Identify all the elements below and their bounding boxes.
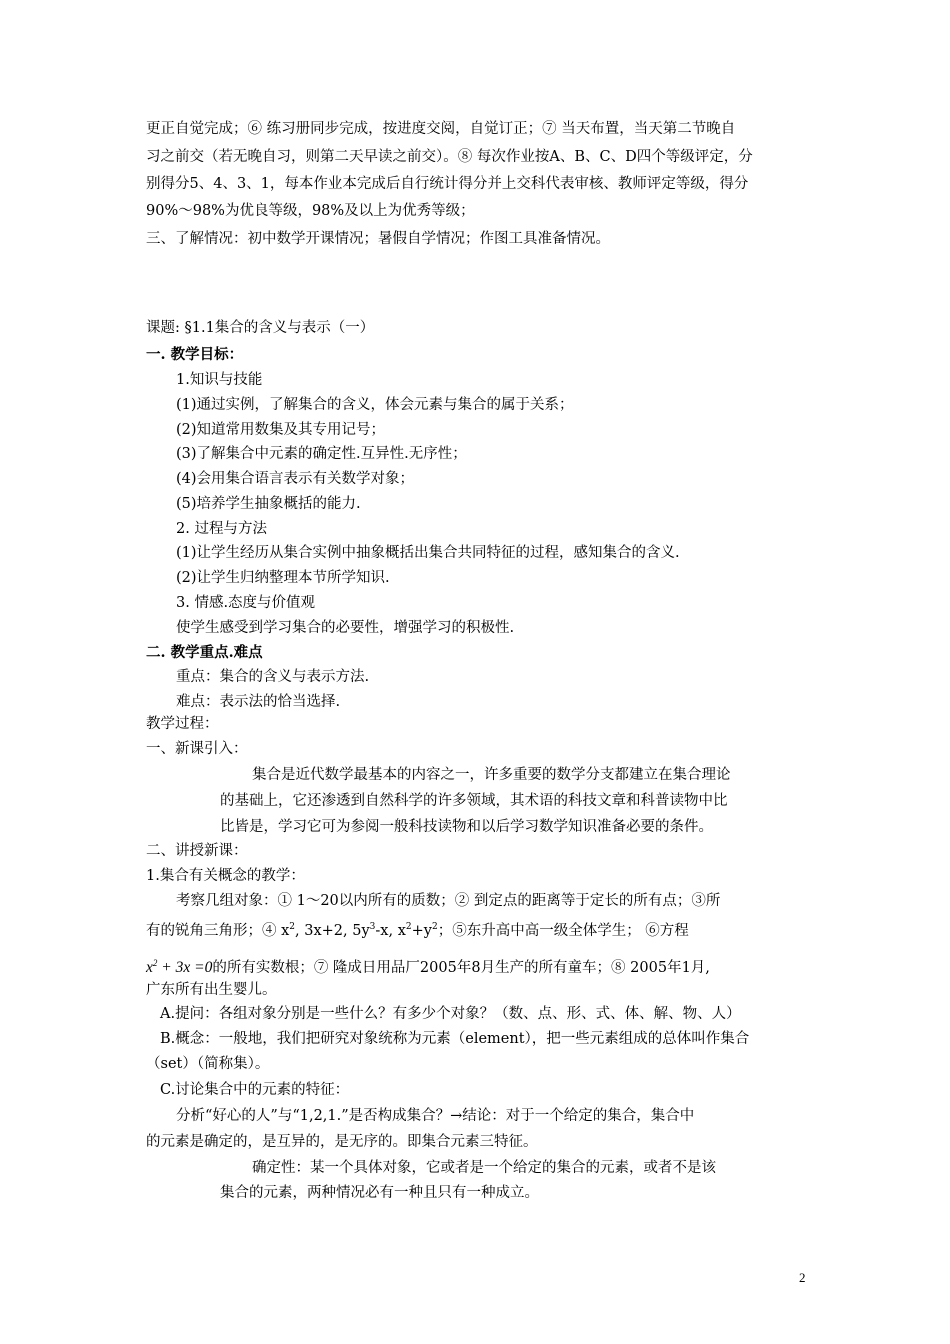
definiteness-line: 集合的元素，两种情况必有一种且只有一种成立。 (220, 1185, 539, 1201)
list-item: (1)通过实例，了解集合的含义，体会元素与集合的属于关系； (176, 397, 574, 413)
section-heading: 二. 教学重点.难点 (146, 644, 263, 661)
analysis-line: 分析“好心的人”与“1,2,1.”是否构成集合？→结论：对于一个给定的集合，集合中 (176, 1108, 695, 1124)
subheading: 1.知识与技能 (176, 372, 263, 388)
text-line: 更正自觉完成；⑥ 练习册同步完成，按进度交阅，自觉订正；⑦ 当天布置，当天第二节晚自 (146, 121, 736, 137)
text-line: 90%～98%为优良等级，98%及以上为优秀等级； (146, 203, 475, 219)
list-item: (5)培养学生抽象概括的能力. (176, 496, 361, 512)
examples-line: 有的锐角三角形；④ $x^2$, 3x+2, $5y^3-x$, $x^2+y^2$；⑤东升高中高一级全体学生； ⑥方程 (146, 922, 689, 939)
question-a: A.提问：各组对象分别是一些什么？有多少个对象？（数、点、形、式、体、解、物、人） (160, 1006, 741, 1022)
concept-b: B.概念：一般地，我们把研究对象统称为元素（element），把一些元素组成的总体叫作集合 (160, 1031, 750, 1047)
intro-heading: 一、新课引入： (146, 741, 248, 757)
list-item: (2)知道常用数集及其专用记号； (176, 422, 386, 438)
subheading: 2. 过程与方法 (176, 521, 267, 537)
concept-b: （set）（简称集）。 (146, 1056, 270, 1072)
text-line: 习之前交（若无晚自习，则第二天早读之前交）。⑧ 每次作业按A、B、C、D四个等级评定，分 (146, 149, 753, 165)
subheading: 3. 情感.态度与价值观 (176, 595, 316, 611)
difficulty: 难点：表示法的恰当选择. (176, 694, 341, 710)
lesson-title: 课题: §1.1集合的含义与表示（一） (146, 320, 375, 336)
discuss-c: C.讨论集合中的元素的特征： (160, 1082, 350, 1098)
list-item: 使学生感受到学习集合的必要性，增强学习的积极性. (176, 620, 515, 636)
examples-line: 广东所有出生婴儿。 (146, 982, 277, 998)
equation: $x^2 + 3x =0$ (146, 958, 213, 976)
concept-heading: 1.集合有关概念的教学： (146, 868, 305, 884)
paragraph-line: 集合是近代数学最基本的内容之一，许多重要的数学分支都建立在集合理论 (252, 767, 731, 783)
examples-line: $x^2 + 3x =0$的所有实数根；⑦ 隆成日用品厂2005年8月生产的所有童车；⑧ 2005年1月, (146, 958, 710, 976)
list-item: (2)让学生归纳整理本节所学知识. (176, 570, 390, 586)
paragraph-line: 比皆是，学习它可为参阅一般科技读物和以后学习数学知识准备必要的条件。 (220, 819, 713, 835)
list-item: (4)会用集合语言表示有关数学对象； (176, 471, 415, 487)
process-heading: 教学过程： (146, 716, 219, 732)
key-point: 重点：集合的含义与表示方法. (176, 669, 370, 685)
teach-heading: 二、讲授新课： (146, 843, 248, 859)
section-heading: 一. 教学目标： (146, 346, 244, 363)
page-number: 2 (799, 1270, 806, 1285)
definiteness-line: 确定性：某一个具体对象，它或者是一个给定的集合的元素，或者不是该 (252, 1160, 716, 1176)
text-line: 三、了解情况：初中数学开课情况；暑假自学情况；作图工具准备情况。 (146, 231, 610, 247)
analysis-line: 的元素是确定的，是互异的，是无序的。即集合元素三特征。 (146, 1134, 538, 1150)
paragraph-line: 的基础上，它还渗透到自然科学的许多领域，其术语的科技文章和科普读物中比 (220, 793, 728, 809)
examples-line: 考察几组对象：① 1～20以内所有的质数；② 到定点的距离等于定长的所有点；③所 (176, 893, 721, 909)
list-item: (3)了解集合中元素的确定性.互异性.无序性； (176, 446, 467, 462)
text-line: 别得分5、4、3、1，每本作业本完成后自行统计得分并上交科代表审核、教师评定等级，得分 (146, 176, 749, 192)
list-item: (1)让学生经历从集合实例中抽象概括出集合共同特征的过程，感知集合的含义. (176, 545, 680, 561)
